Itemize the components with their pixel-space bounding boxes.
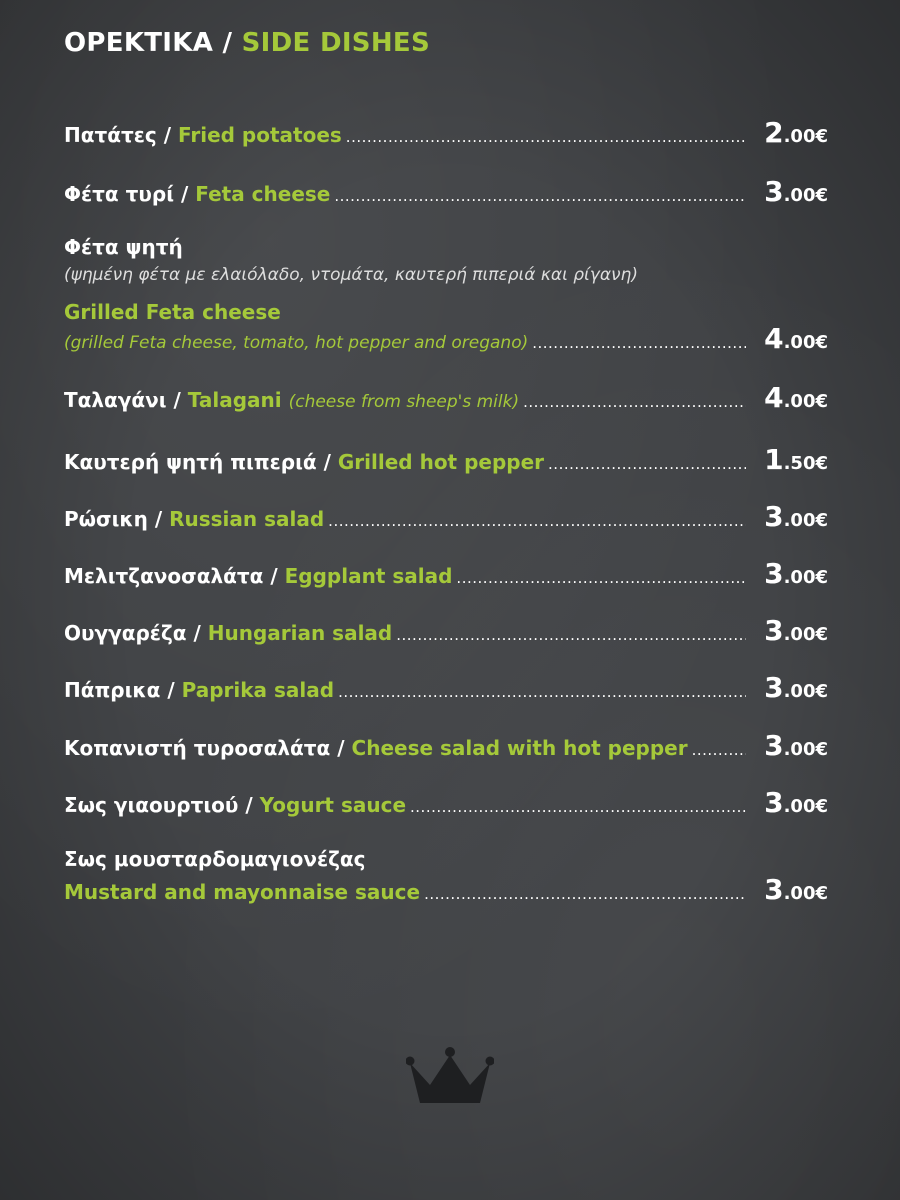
item-name-greek: Σως μουσταρδομαγιονέζας — [64, 847, 366, 871]
item-price: 3.00€ — [764, 729, 828, 762]
item-price: 3.00€ — [764, 873, 828, 906]
menu-item-cheese-salad-hot-pepper: Κοπανιστή τυροσαλάτα / Cheese salad with hot pepper ..... 3.00€ — [64, 729, 828, 762]
item-name-greek: Πάπρικα — [64, 678, 161, 702]
dot-leader — [456, 569, 746, 587]
menu-item-yogurt-sauce: Σως γιαουρτιού / Yogurt sauce ..... 3.00€ — [64, 786, 828, 819]
item-name-english: Mustard and mayonnaise sauce — [64, 880, 421, 904]
item-price: 3.00€ — [764, 557, 828, 590]
menu-item-mustard-mayo-sauce — [64, 873, 828, 906]
item-description-greek: (ψημένη φέτα με ελαιόλαδο, ντομάτα, καυτερή πιπεριά και ρίγανη) — [64, 265, 638, 285]
item-description-english: (grilled Feta cheese, tomato, hot pepper and oregano) — [64, 333, 529, 353]
item-name-greek: Ουγγαρέζα — [64, 621, 187, 645]
dot-leader — [692, 741, 746, 759]
item-name-english: Grilled Feta cheese — [64, 300, 281, 324]
item-name-english: Eggplant salad — [284, 564, 453, 588]
item-name-greek: Φέτα τυρί — [64, 182, 174, 206]
crown-icon — [406, 1045, 494, 1107]
item-price: 3.00€ — [764, 786, 828, 819]
item-name-english: Russian salad — [169, 507, 325, 531]
item-name-english: Talagani — [187, 388, 282, 412]
dot-leader — [338, 683, 746, 701]
dot-leader — [548, 455, 746, 473]
menu-item-hungarian-salad: Ουγγαρέζα / Hungarian salad ..... 3.00€ — [64, 614, 828, 647]
title-greek: ΟΡΕΚΤΙΚΑ — [64, 28, 214, 58]
item-description-english: (cheese from sheep's milk) — [288, 392, 520, 412]
item-name-greek: Καυτερή ψητή πιπεριά — [64, 450, 317, 474]
menu-item-eggplant-salad: Μελιτζανοσαλάτα / Eggplant salad ..... 3.00€ — [64, 557, 828, 590]
menu-item-paprika-salad: Πάπρικα / Paprika salad ..... 3.00€ — [64, 671, 828, 704]
item-name-greek: Κοπανιστή τυροσαλάτα — [64, 736, 331, 760]
title-english: SIDE DISHES — [241, 28, 430, 58]
item-name-english: Cheese salad with hot pepper — [351, 736, 688, 760]
menu-item-fried-potatoes: Πατάτες / Fried potatoes ..... 2.00€ — [64, 116, 828, 149]
item-price: 3.00€ — [764, 500, 828, 533]
item-name-greek: Ταλαγάνι — [64, 388, 167, 412]
item-price: 3.00€ — [764, 175, 828, 208]
title-separator: / — [213, 28, 242, 58]
item-price: 4.00€ — [764, 381, 828, 414]
item-name-english: Paprika salad — [181, 678, 335, 702]
item-price: 4.00€ — [764, 322, 828, 355]
dot-leader — [424, 885, 746, 903]
dot-leader — [532, 334, 746, 352]
item-name-english: Hungarian salad — [207, 621, 393, 645]
dot-leader — [410, 798, 746, 816]
item-price: 3.00€ — [764, 614, 828, 647]
item-name-greek: Πατάτες — [64, 123, 157, 147]
item-name-greek: Μελιτζανοσαλάτα — [64, 564, 264, 588]
item-name-greek: Ρώσικη — [64, 507, 148, 531]
item-name-greek: Σως γιαουρτιού — [64, 793, 239, 817]
menu-item-grilled-feta — [64, 322, 828, 355]
dot-leader — [523, 393, 746, 411]
menu-item-feta-cheese: Φέτα τυρί / Feta cheese ..... 3.00€ — [64, 175, 828, 208]
menu-item-grilled-hot-pepper: Καυτερή ψητή πιπεριά / Grilled hot pepper ..... 1.50€ — [64, 443, 828, 476]
item-name-english: Fried potatoes — [177, 123, 342, 147]
item-price: 3.00€ — [764, 671, 828, 704]
dot-leader — [334, 187, 746, 205]
item-name-english: Grilled hot pepper — [337, 450, 545, 474]
item-name-english: Feta cheese — [195, 182, 331, 206]
item-price: 2.00€ — [764, 116, 828, 149]
item-price: 1.50€ — [764, 443, 828, 476]
dot-leader — [328, 512, 746, 530]
dot-leader — [396, 626, 746, 644]
menu-item-russian-salad: Ρώσικη / Russian salad ..... 3.00€ — [64, 500, 828, 533]
item-name-greek: Φέτα ψητή — [64, 235, 183, 259]
item-name-english: Yogurt sauce — [259, 793, 407, 817]
dot-leader — [346, 128, 746, 146]
page-title — [64, 28, 430, 58]
menu-item-talagani: Ταλαγάνι / Talagani (cheese from sheep's milk) ..... 4.00€ — [64, 381, 828, 414]
